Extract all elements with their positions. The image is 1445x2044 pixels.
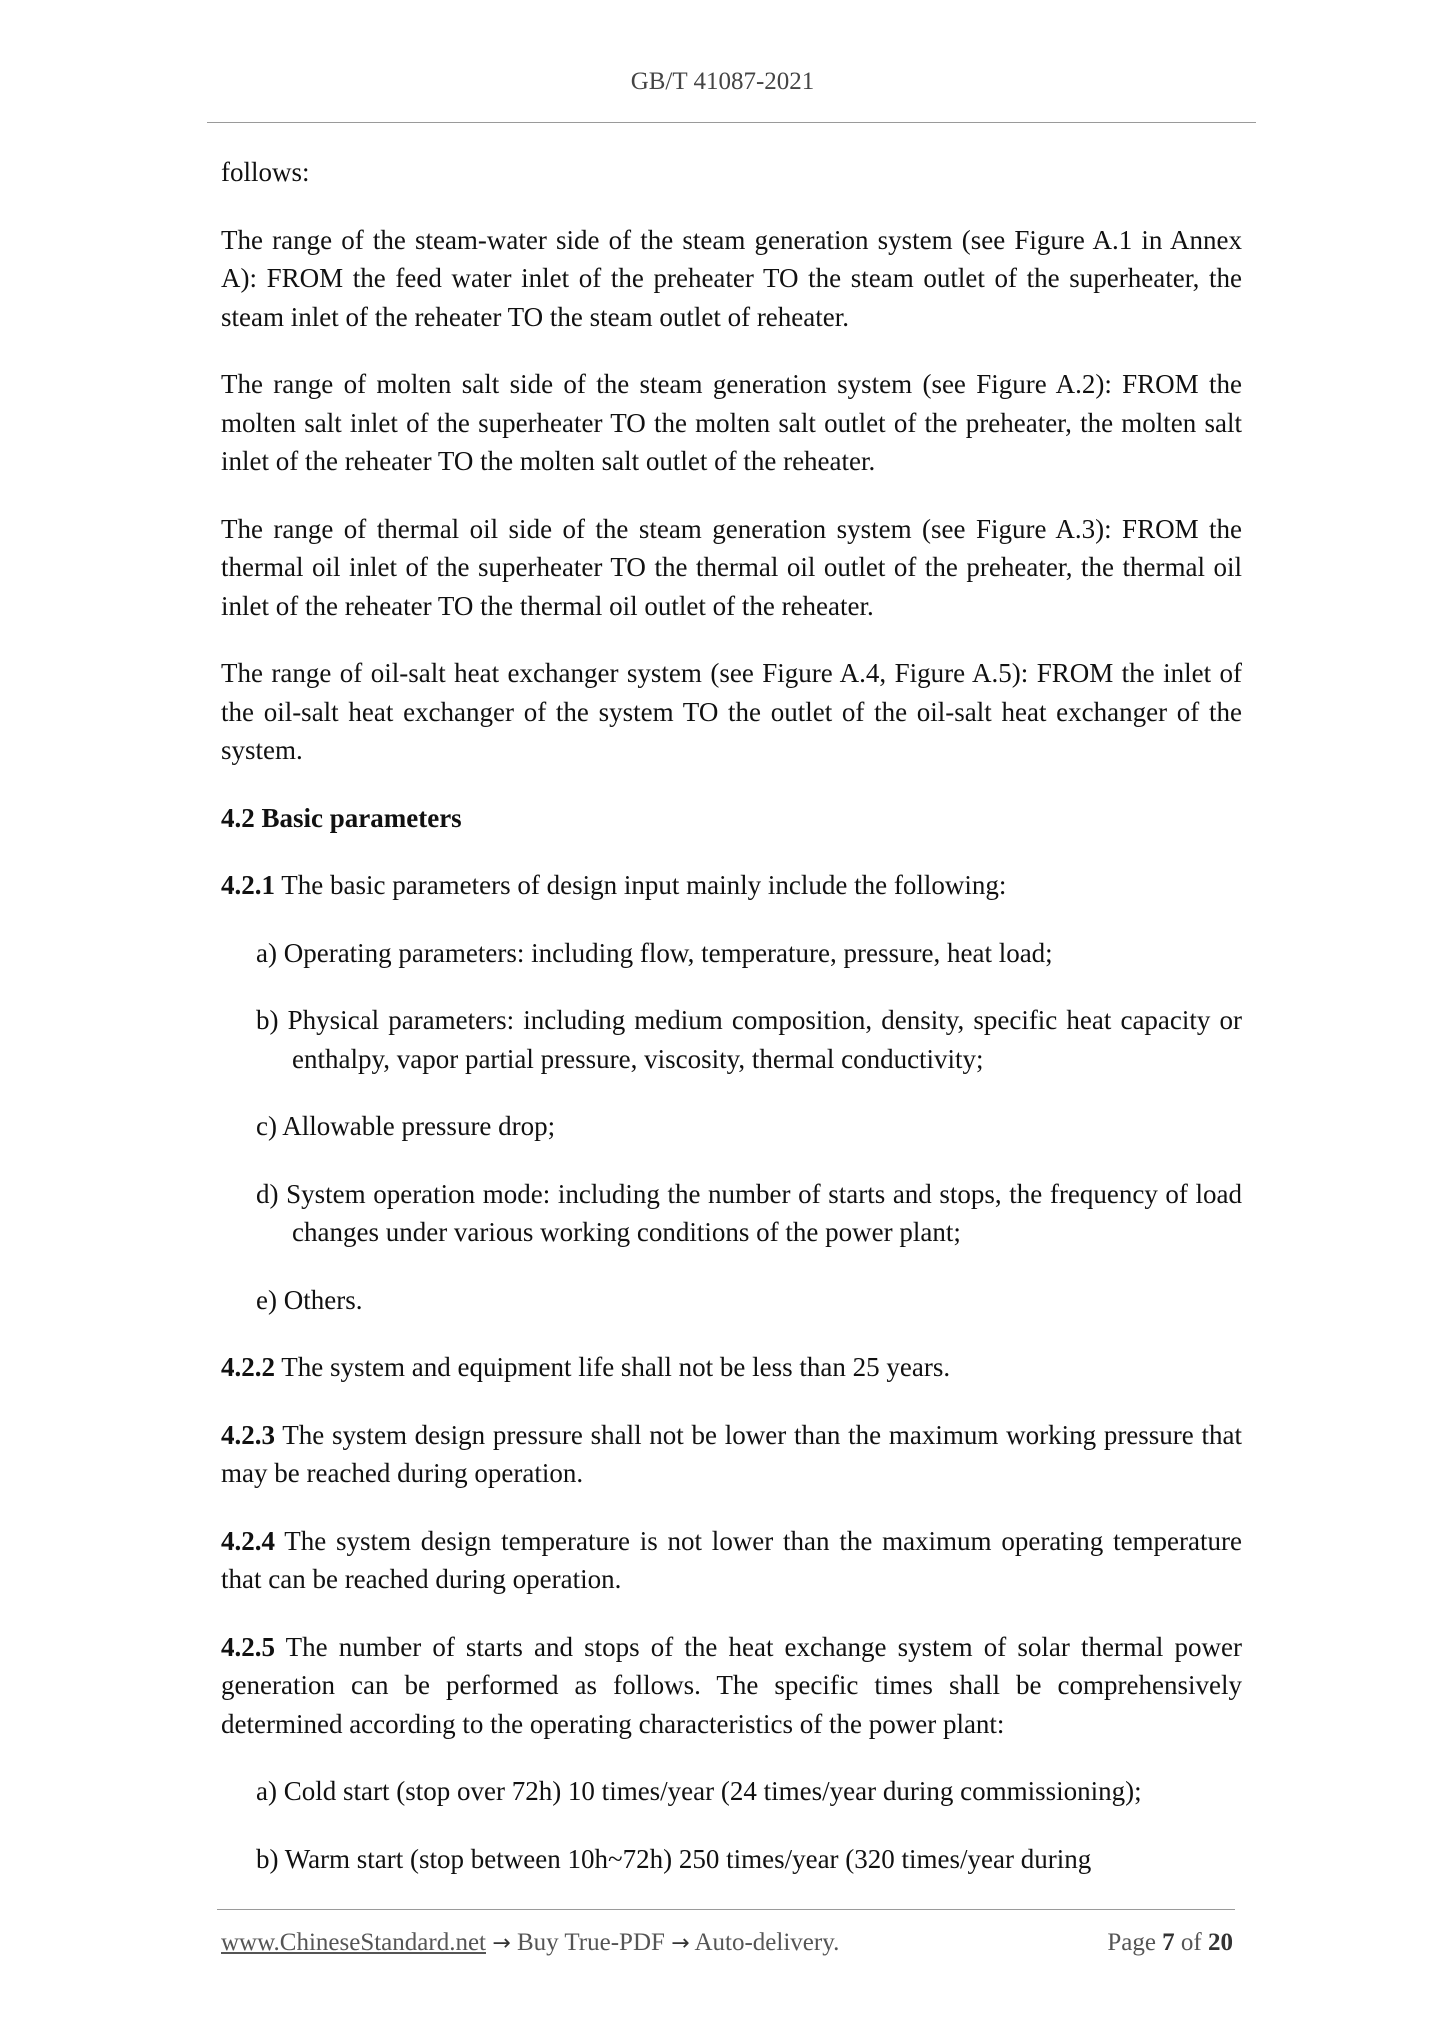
list-item-others [221,1281,1242,1320]
document-body [221,153,1242,1907]
paragraph-steam-water-range: The range of the steam-water side of the steam generation system (see Figure A.1 in Annex A): FROM the feed water inlet of the preheater TO the steam outlet of the superheater, the steam inlet of the reheater TO the steam outlet of reheater. [221,224,1242,332]
list-item-text: b) Warm start (stop between 10h~72h) 250 times/year (320 times/year during [256,1843,1092,1874]
clause-number: 4.2.1 [221,870,275,900]
page-footer [221,1929,1233,1957]
list-item-text: b) Physical parameters: including medium composition, density, specific heat capacity or enthalpy, vapor partial pressure, viscosity, thermal conductivity; [256,1005,1242,1074]
list-item-pressure-drop [221,1107,1242,1146]
paragraph-oil-salt-range: The range of oil-salt heat exchanger system (see Figure A.4, Figure A.5): FROM the inlet of the oil-salt heat exchanger of the system TO the outlet of the oil-salt heat exchanger of the system. [221,658,1242,765]
list-item-cold-start [221,1772,1242,1811]
paragraph-thermal-oil-range: The range of thermal oil side of the steam generation system (see Figure A.3): FROM the thermal oil inlet of the superheater TO the thermal oil outlet of the preheater, the thermal oil inlet of the reheater TO the thermal oil outlet of the reheater. [221,513,1242,621]
footer-rule [217,1909,1235,1910]
clause-text: The system and equipment life shall not be less than 25 years. [275,1352,951,1382]
clause-4-2-2 [221,1348,1242,1387]
page-label: Page [1107,1929,1156,1956]
document-header: GB/T 41087-2021 [630,68,815,95]
list-item-text: e) Others. [256,1284,363,1315]
clause-4-2-5 [221,1628,1242,1744]
clause-text: The number of starts and stops of the heat exchange system of solar thermal power generation can be performed as follows. The specific times shall be comprehensively determined according to the operating characteristics of the power plant: [221,1631,1242,1739]
clause-number: 4.2.3 [221,1419,275,1450]
clause-4-2-1 [221,866,1242,905]
site-link[interactable]: www.ChineseStandard.net [221,1929,486,1956]
header-rule [207,122,1256,123]
clause-4-2-3 [221,1416,1242,1493]
list-item-operating-parameters [221,934,1242,973]
clause-number: 4.2.5 [221,1631,275,1662]
auto-delivery-text: Auto-delivery. [689,1929,840,1956]
of-label: of [1180,1929,1202,1956]
clause-4-2-4 [221,1522,1242,1599]
arrow-right-icon: → [492,1931,511,1956]
list-item-text: a) Cold start (stop over 72h) 10 times/year (24 times/year during commissioning); [256,1776,1142,1806]
list-item-operation-mode [221,1175,1242,1252]
list-item-text: d) System operation mode: including the number of starts and stops, the frequency of load changes under various working conditions of the power plant; [256,1178,1242,1247]
paragraph-molten-salt-range: The range of molten salt side of the steam generation system (see Figure A.2): FROM the molten salt inlet of the superheater TO the molten salt outlet of the preheater, the molten salt inlet of the reheater TO the molten salt outlet of the reheater. [221,369,1242,476]
page-indicator [1107,1929,1233,1957]
list-item-warm-start [221,1840,1242,1879]
buy-pdf-text: Buy True-PDF [510,1929,672,1956]
page-total: 20 [1208,1929,1233,1956]
list-item-text: c) Allowable pressure drop; [256,1111,556,1141]
clause-number: 4.2.2 [221,1352,275,1382]
section-heading-4-2: 4.2 Basic parameters [221,802,462,833]
list-item-text: a) Operating parameters: including flow, temperature, pressure, heat load; [256,937,1053,968]
clause-text: The system design pressure shall not be lower than the maximum working pressure that may be reached during operation. [221,1419,1242,1488]
page-number: 7 [1162,1929,1175,1956]
clause-number: 4.2.4 [221,1525,275,1556]
continuation-text: follows: [221,157,310,187]
clause-text: The system design temperature is not lower than the maximum operating temperature that can be reached during operation. [221,1525,1242,1594]
list-item-physical-parameters [221,1001,1242,1078]
arrow-right-icon: → [671,1931,690,1956]
clause-text: The basic parameters of design input mainly include the following: [275,870,1007,900]
